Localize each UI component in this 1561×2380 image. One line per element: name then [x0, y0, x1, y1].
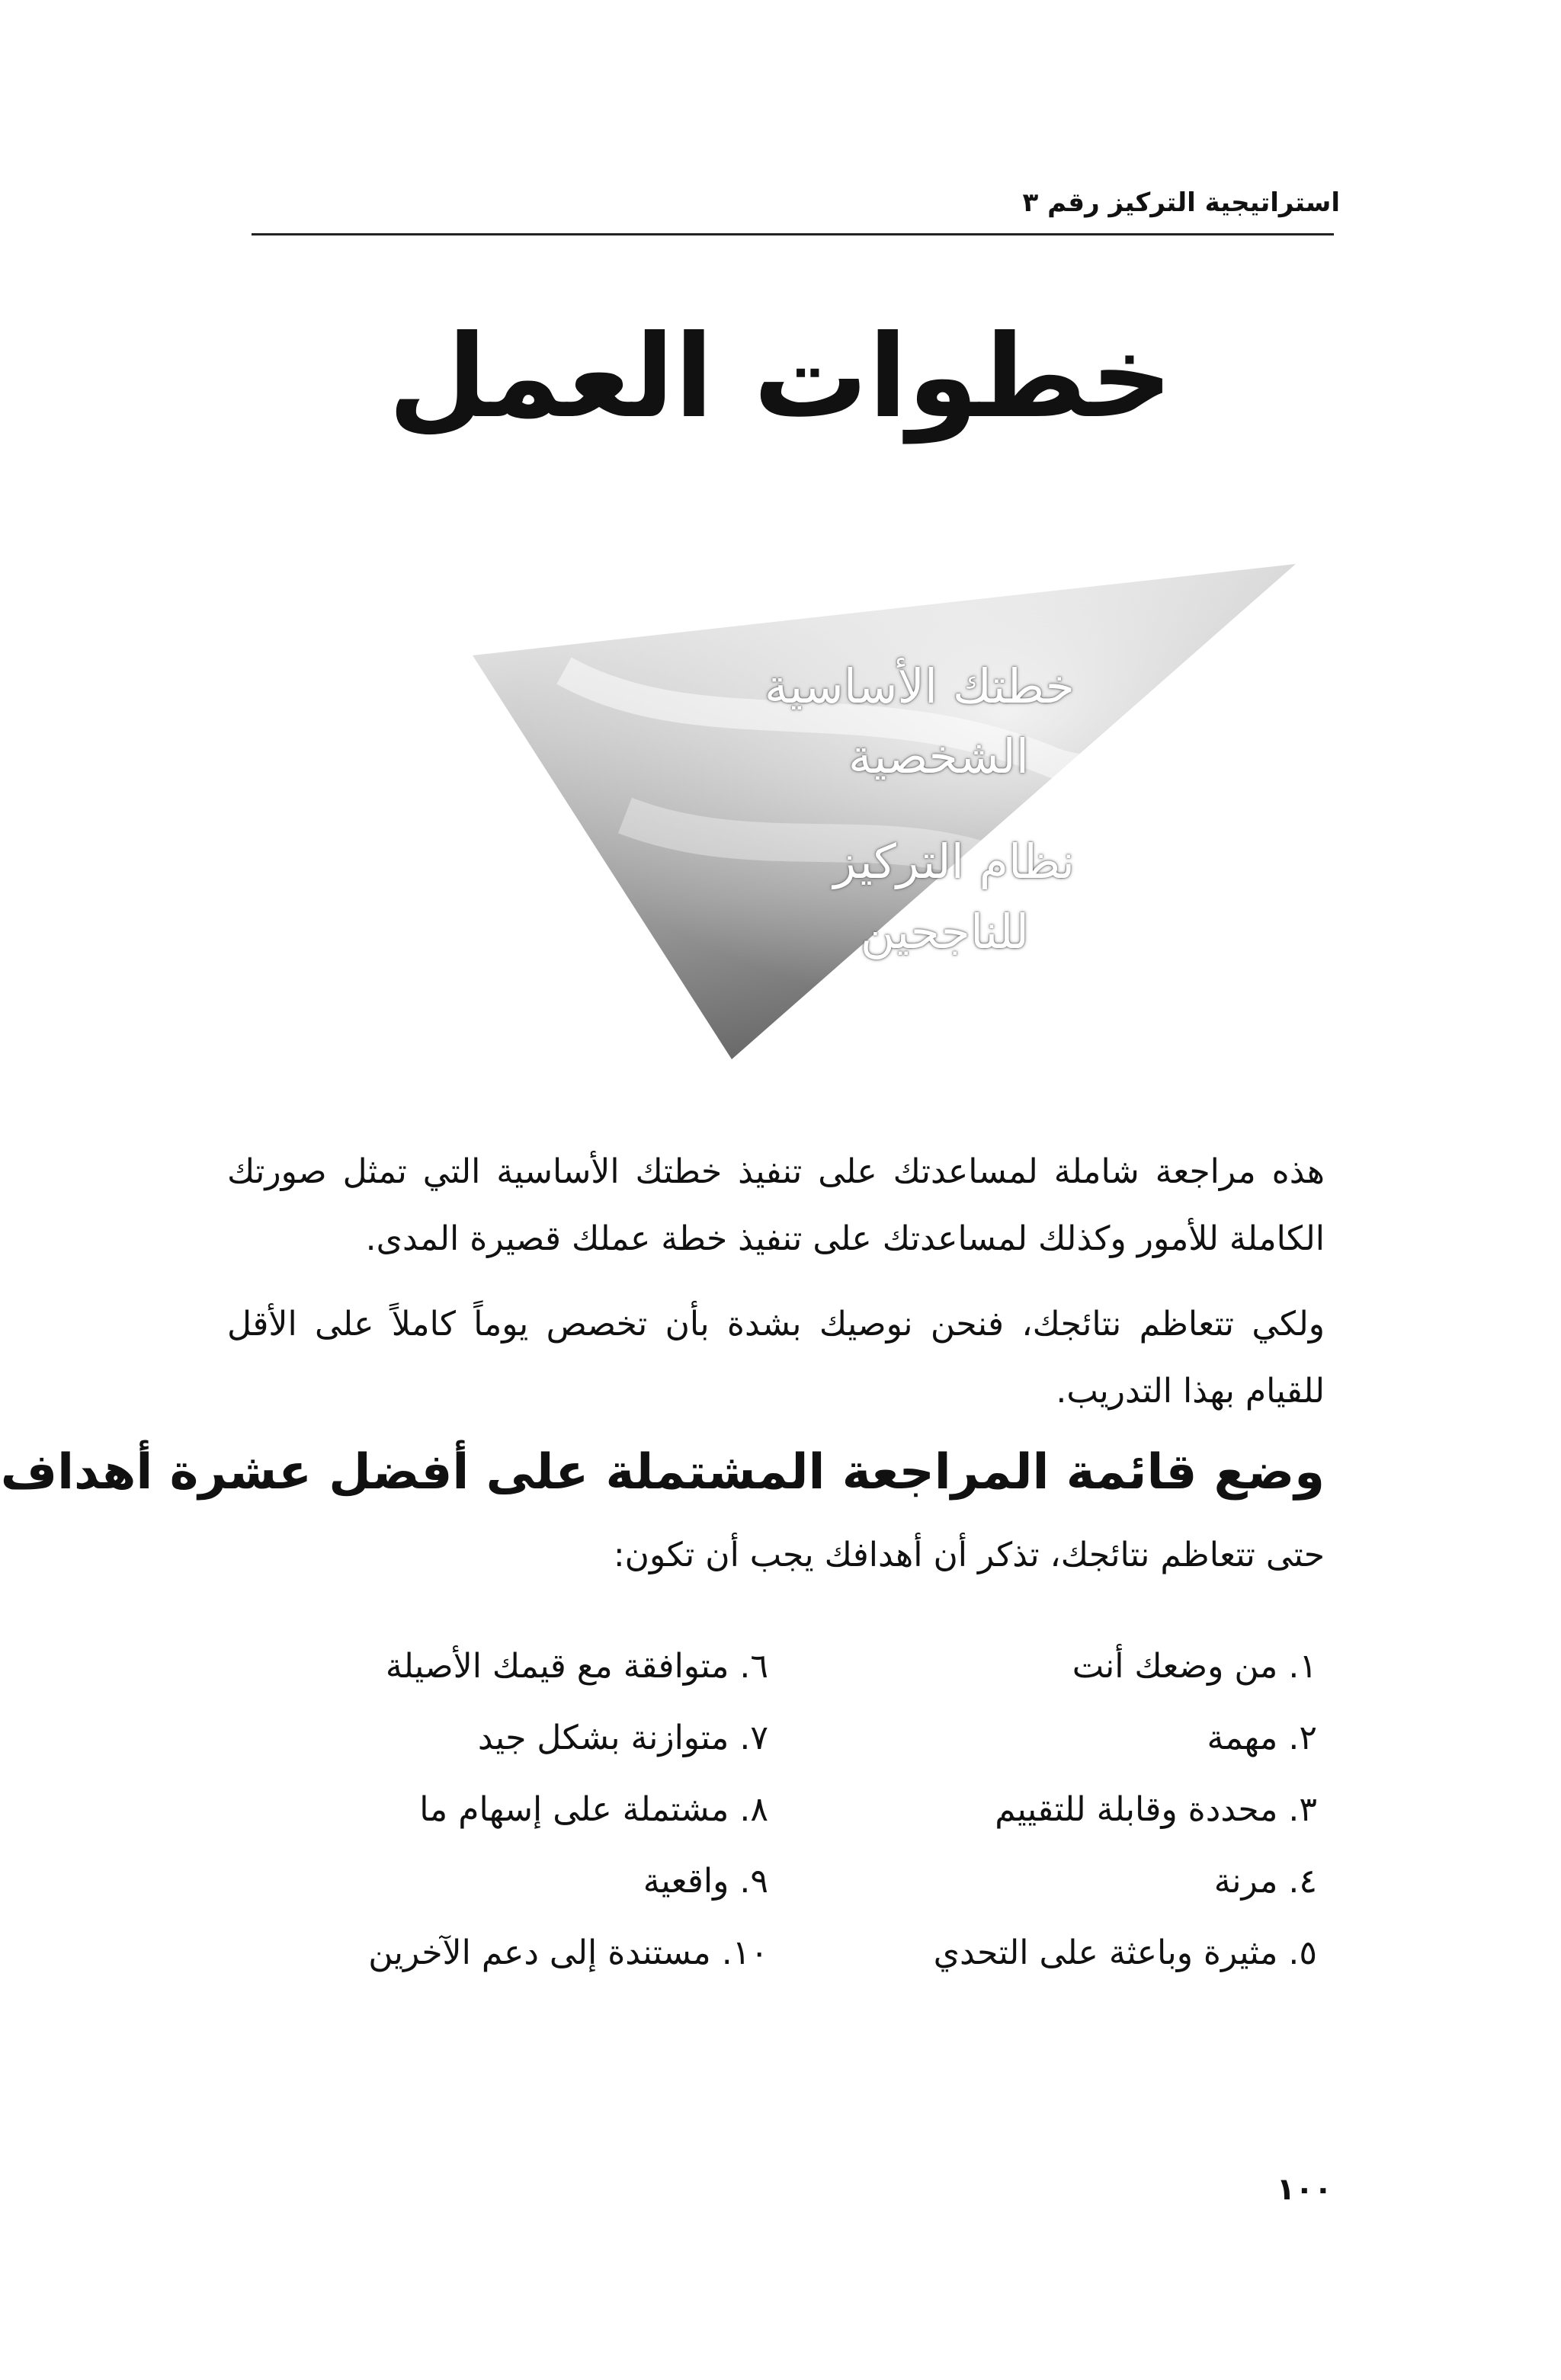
graphic-text-line: نظام التركيز	[833, 834, 1075, 889]
graphic-text-line: خطتك الأساسية	[764, 658, 1075, 714]
goal-item: ٤. مرنة	[1213, 1862, 1317, 1901]
body-paragraph: هذه مراجعة شاملة لمساعدتك على تنفيذ خطتك الأساسية التي تمثل صورتك الكاملة للأمور وكذلك لمساعدتك على تنفيذ خطة عملك قصيرة المدى.	[227, 1152, 1325, 1258]
triangle-graphic-image	[473, 564, 1334, 1059]
goals-list-left	[311, 1631, 768, 1989]
goal-item: ٢. مهمة	[1207, 1719, 1317, 1757]
graphic-text-line: الشخصية	[848, 729, 1029, 784]
page-title: خطوات العمل	[388, 311, 1173, 444]
header-rule	[252, 233, 1334, 235]
goal-item: ٣. محددة وقابلة للتقييم	[995, 1790, 1317, 1829]
goal-item: ٦. متوافقة مع قيمك الأصيلة	[385, 1647, 768, 1686]
goal-item: ٥. مثيرة وباعثة على التحدي	[933, 1933, 1317, 1972]
section-heading: وضع قائمة المراجعة المشتملة على أفضل عشرة أهداف	[0, 1444, 1325, 1501]
goal-item: ٩. واقعية	[643, 1862, 768, 1901]
goal-item: ١٠. مستندة إلى دعم الآخرين	[368, 1933, 768, 1972]
goal-item: ٨. مشتملة على إسهام ما	[419, 1790, 768, 1829]
triangle-graphic	[473, 564, 1334, 1059]
page-number: ١٠٠	[1276, 2172, 1332, 2207]
body-paragraph: ولكي تتعاظم نتائجك، فنحن نوصيك بشدة بأن تخصص يوماً كاملاً على الأقل للقيام بهذا التدريب.	[227, 1305, 1325, 1411]
section-intro: حتى تتعاظم نتائجك، تذكر أن أهدافك يجب أن تكون:	[613, 1536, 1325, 1574]
graphic-text-line: للناجحين	[860, 904, 1029, 959]
goals-list-right	[860, 1631, 1317, 1989]
goal-item: ١. من وضعك أنت	[1072, 1647, 1317, 1686]
goal-item: ٧. متوازنة بشكل جيد	[477, 1719, 768, 1757]
running-header: استراتيجية التركيز رقم ٣	[1022, 187, 1340, 218]
